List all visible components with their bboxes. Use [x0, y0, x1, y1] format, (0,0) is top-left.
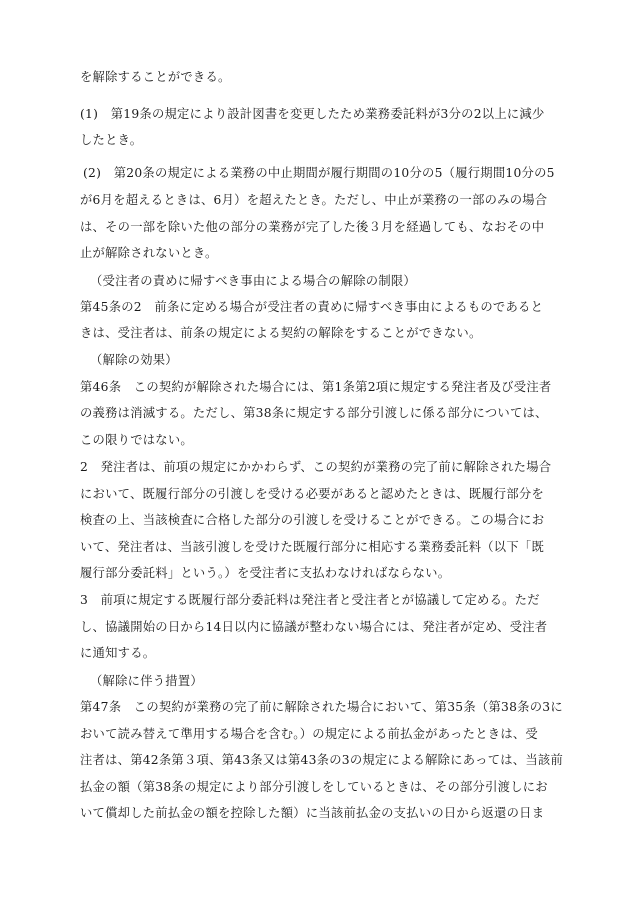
clause-text-line: は、その一部を除いた他の部分の業務が完了した後３月を経過しても、なおその中 — [80, 220, 545, 234]
list-item-2: (2) 第20条の規定による業務の中止期間が履行期間の10分の5（履行期間10分の5 — [83, 166, 555, 180]
clause-text-line: 検査の上、当該検査に合格した部分の引渡しを受けることができる。この場合にお — [80, 513, 545, 527]
clause-text-line: いて、発注者は、当該引渡しを受けた既履行部分に相応する業務委託料（以下「既 — [80, 540, 544, 554]
clause-text-line: において、既履行部分の引渡しを受ける必要があると認めたときは、既履行部分を — [80, 487, 544, 501]
section-heading: （解除の効果） — [90, 353, 178, 367]
clause-text-line: 払金の額（第38条の規定により部分引渡しをしているときは、その部分引渡しにお — [80, 780, 548, 794]
list-item-1: (1) 第19条の規定により設計図書を変更したため業務委託料が3分の2以上に減少 — [80, 107, 545, 121]
clause-text-line: の義務は消滅する。ただし、第38条に規定する部分引渡しに係る部分については、 — [80, 406, 548, 420]
section-heading: （受注者の責めに帰すべき事由による場合の解除の制限） — [90, 274, 416, 288]
clause-text-line: を解除することができる。 — [80, 70, 231, 84]
article-45-2: 第45条の2 前条に定める場合が受注者の責めに帰すべき事由によるものであると — [80, 300, 544, 314]
section-heading: （解除に伴う措置） — [90, 674, 203, 688]
article-46: 第46条 この契約が解除された場合には、第1条第2項に規定する発注者及び受注者 — [80, 380, 552, 394]
clause-text-line: 注者は、第42条第３項、第43条又は第43条の3の規定による解除にあっては、当該前 — [80, 753, 563, 767]
clause-text-line: に通知する。 — [80, 646, 156, 660]
clause-text-line: おいて読み替えて準用する場合を含む。）の規定による前払金があったときは、受 — [80, 727, 538, 741]
clause-text-line: きは、受注者は、前条の規定による契約の解除をすることができない。 — [80, 326, 482, 340]
clause-text-line: 止が解除されないとき。 — [80, 246, 218, 260]
clause-text-line: したとき。 — [80, 133, 143, 147]
paragraph-2: 2 発注者は、前項の規定にかかわらず、この契約が業務の完了前に解除された場合 — [80, 460, 552, 474]
paragraph-3: 3 前項に規定する既履行部分委託料は発注者と受注者とが協議して定める。ただ — [80, 593, 540, 607]
clause-text-line: 履行部分委託料」という。）を受注者に支払わなければならない。 — [80, 566, 451, 580]
clause-text-line: この限りではない。 — [80, 433, 193, 447]
article-47: 第47条 この契約が業務の完了前に解除された場合において、第35条（第38条の3に — [80, 700, 563, 714]
clause-text-line: し、協議開始の日から14日以内に協議が整わない場合には、発注者が定め、受注者 — [80, 620, 548, 634]
clause-text-line: いて償却した前払金の額を控除した額）に当該前払金の支払いの日から返還の日ま — [80, 806, 545, 820]
clause-text-line: が6月を超えるときは、6月）を超えたとき。ただし、中止が業務の一部のみの場合 — [80, 193, 548, 207]
